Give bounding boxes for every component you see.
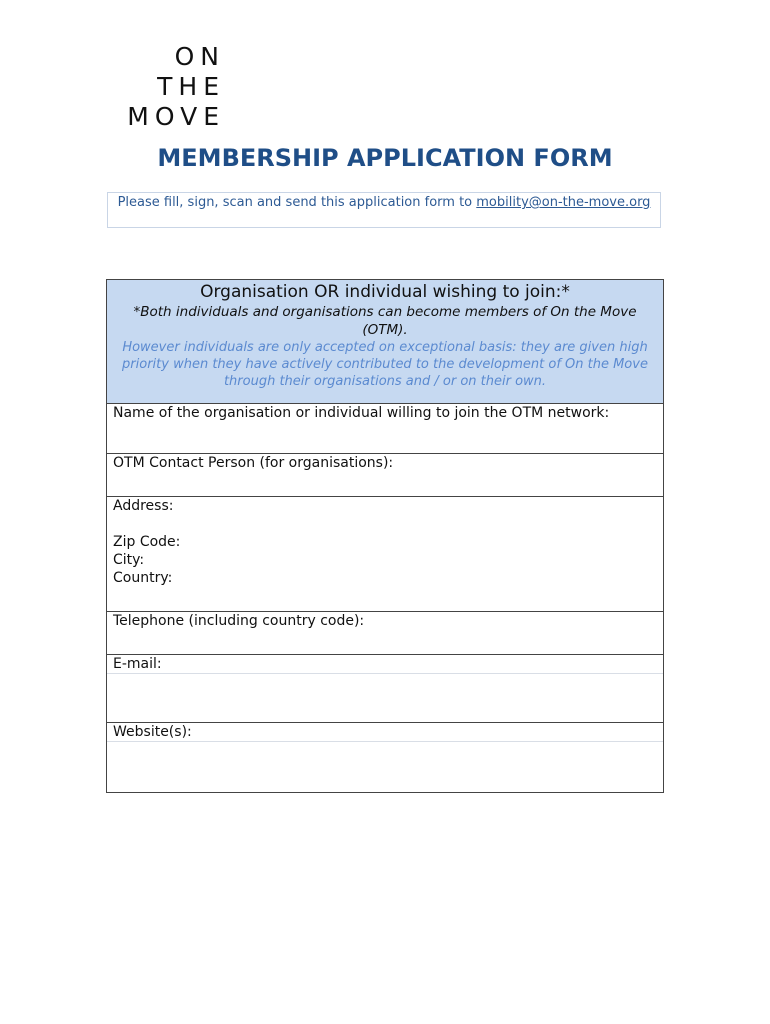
telephone-field-label: Telephone (including country code): [113, 613, 365, 629]
email-link[interactable]: mobility@on-the-move.org [476, 195, 651, 210]
email-field-row[interactable] [107, 655, 663, 723]
website-field-row[interactable] [107, 723, 663, 792]
instruction-text: Please fill, sign, scan and send this application form to [117, 195, 477, 210]
country-label: Country: [113, 570, 173, 586]
form-header-title: Organisation OR individual wishing to join:* [200, 282, 570, 302]
logo-line-on: ON [174, 42, 225, 71]
website-field-label: Website(s): [113, 724, 192, 740]
contact-person-field-label: OTM Contact Person (for organisations): [113, 455, 394, 471]
page-title: MEMBERSHIP APPLICATION FORM [157, 144, 613, 172]
city-label: City: [113, 552, 145, 568]
membership-form-table [106, 279, 664, 793]
name-field-row[interactable] [107, 404, 663, 454]
address-field-row[interactable] [107, 497, 663, 612]
email-field-label: E-mail: [113, 656, 162, 672]
form-header [107, 280, 663, 404]
address-label: Address: [113, 498, 174, 514]
instruction-box [107, 192, 661, 228]
telephone-field-row[interactable] [107, 612, 663, 655]
form-header-subtitle: *Both individuals and organisations can become members of On the Move (OTM). [133, 304, 637, 338]
zip-code-label: Zip Code: [113, 534, 181, 550]
email-field-divider [107, 673, 663, 674]
on-the-move-logo [110, 42, 225, 132]
logo-line-move: MOVE [127, 102, 225, 131]
name-field-label: Name of the organisation or individual willing to join the OTM network: [113, 405, 610, 421]
form-header-note: However individuals are only accepted on exceptional basis: they are given high priority when they have actively contributed to the development of On the Move through their organisations and / or on their own. [122, 340, 648, 389]
website-field-divider [107, 741, 663, 742]
contact-person-field-row[interactable] [107, 454, 663, 497]
logo-line-the: THE [157, 72, 225, 101]
